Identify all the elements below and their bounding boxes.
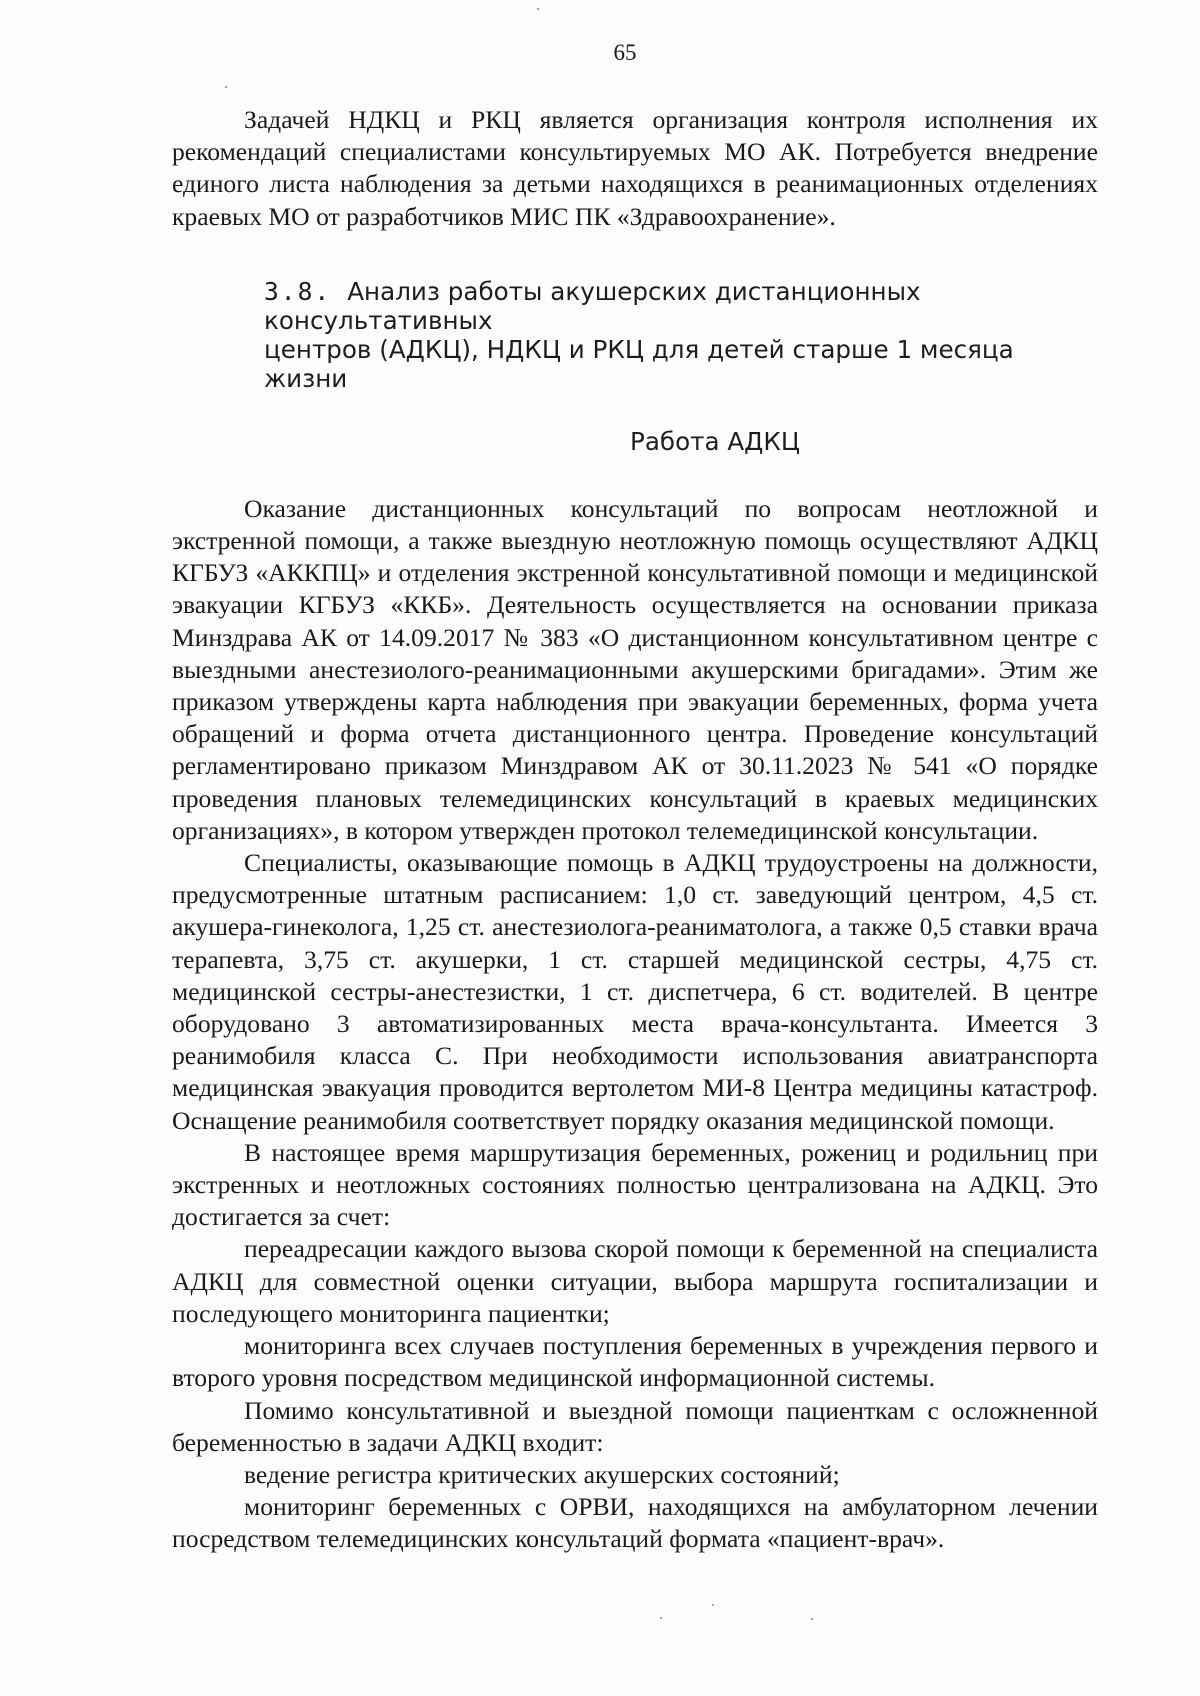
scan-speck [811,1618,813,1620]
paragraph: Помимо консультативной и выездной помощи пациенткам с осложненной беременностью в задачи АДКЦ входит: [172,1395,1098,1457]
page-number: 65 [613,40,637,65]
paragraph: Оказание дистанционных консультаций по вопросам неотложной и экстренной помощи, а также выездную неотложную помощь осуществляют АДКЦ КГБУЗ «АККПЦ» и отделения экстренной консультативной помощи и медицинской эвакуации КГБУЗ «ККБ». Деятельность осуществляется на основании приказа Минздрава АК от 14.09.2017 № 383 «О дистанционном консультативном центре с выездными анестезиолого-реанимационными акушерскими бригадами». Этим же приказом утверждены карта наблюдения при эвакуации беременных, форма учета обращений и форма отчета дистанционного центра. Проведение консультаций регламентировано приказом Минздравом АК от 30.11.2023 № 541 «О порядке проведения плановых телемедицинских консультаций в краевых медицинских организациях», в котором утвержден протокол телемедицинской консультации. [172,493,1098,845]
scan-speck [660,1617,662,1619]
intro-paragraph: Задачей НДКЦ и РКЦ является организация контроля исполнения их рекомендаций специалистами консультируемых МО АК. Потребуется внедрение единого листа наблюдения за детьми находящихся в реанимационных отделениях краевых МО от разработчиков МИС ПК «Здравоохранение». [172,105,1098,231]
paragraph: Специалисты, оказывающие помощь в АДКЦ трудоустроены на должности, предусмотренные штатным расписанием: 1,0 ст. заведующий центром, 4,5 ст. акушера-гинеколога, 1,25 ст. анестезиолога-реаниматолога, а также 0,5 ставки врача терапевта, 3,75 ст. акушерки, 1 ст. старшей медицинской сестры, 4,75 ст. медицинской сестры-анестезистки, 1 ст. диспетчера, 6 ст. водителей. В центре оборудовано 3 автоматизированных места врача-консультанта. Имеется 3 реанимобиля класса С. При необходимости использования авиатранспорта медицинская эвакуация проводится вертолетом МИ-8 Центра медицины катастроф. Оснащение реанимобиля соответствует порядку оказания медицинской помощи. [172,848,1098,1135]
section-title-line-2: центров (АДКЦ), НДКЦ и РКЦ для детей старше 1 месяца жизни [264,334,1014,393]
paragraph: В настоящее время маршрутизация беременных, рожениц и родильниц при экстренных и неотложных состояниях полностью централизована на АДКЦ. Это достигается за счет: [172,1137,1098,1232]
list-item-paragraph: переадресации каждого вызова скорой помощи к беременной на специалиста АДКЦ для совместной оценки ситуации, выбора маршрута госпитализации и последующего мониторинга пациентки; [172,1234,1098,1328]
section-title-line-1: Анализ работы акушерских дистанционных консультативных [264,276,921,335]
list-item-paragraph: мониторинга всех случаев поступления беременных в учреждения первого и второго уровня посредством медицинской информационной системы. [172,1331,1098,1393]
scan-speck [537,8,539,10]
section-number: 3.8. [264,276,332,306]
page-content [172,104,1098,1556]
scan-speck [225,86,227,88]
list-item-paragraph: мониторинг беременных с ОРВИ, находящихся на амбулаторном лечении посредством телемедицинских консультаций формата «пациент-врач». [172,1492,1098,1554]
scan-speck [712,1604,714,1606]
section-heading [172,277,1098,393]
subheading: Работа АДКЦ [630,426,800,456]
list-item-paragraph: ведение регистра критических акушерских состояний; [244,1459,840,1489]
